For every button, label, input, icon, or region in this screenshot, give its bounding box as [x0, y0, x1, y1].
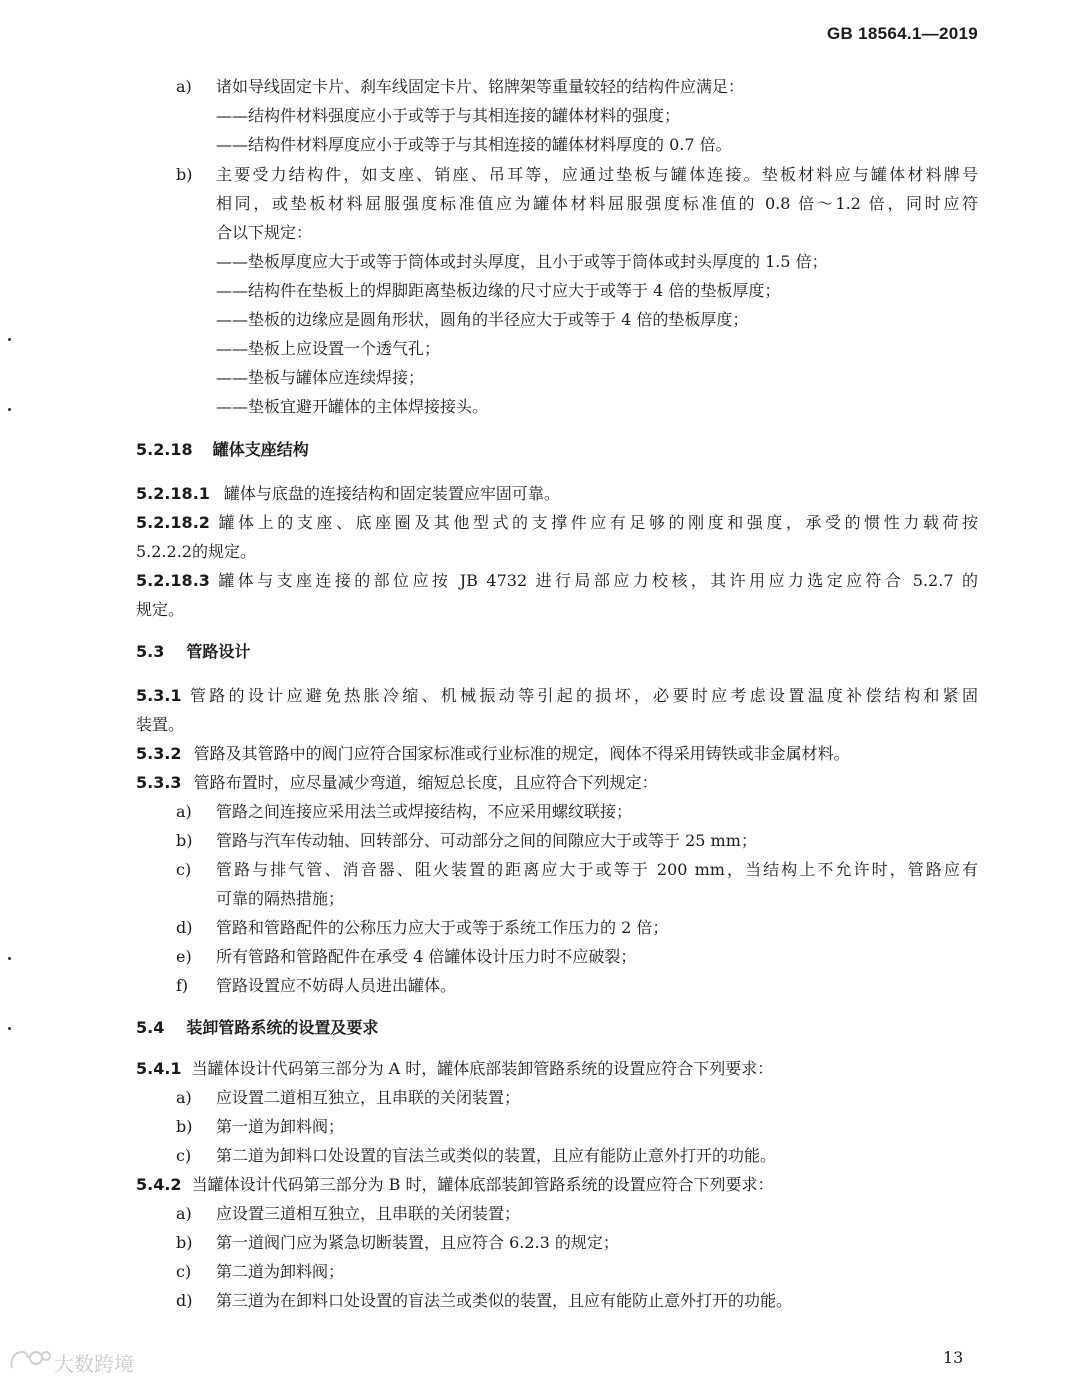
item-text: 第一道阀门应为紧急切断装置，且应符合 6.2.3 的规定； [216, 1233, 619, 1252]
section-number: 5.2.18 [136, 440, 193, 459]
item-text: 第二道为卸料口处设置的盲法兰或类似的装置，且应有能防止意外打开的功能。 [216, 1146, 777, 1165]
watermark [8, 1346, 158, 1374]
item-text: 相同，或垫板材料屈服强度标准值应为罐体材料屈服强度标准值的 0.8 倍～1.2 倍，同时应符 [216, 194, 978, 213]
item-label: e) [176, 947, 192, 966]
item-text: 管路设置应不妨碍人员进出罐体。 [216, 976, 457, 995]
item-label: a) [176, 1088, 192, 1107]
clause-number: 5.2.18.1 [136, 484, 210, 503]
clause-text: 罐体与底盘的连接结构和固定装置应牢固可靠。 [223, 484, 560, 503]
item-label: d) [176, 918, 193, 937]
clause-number: 5.4.1 [136, 1059, 182, 1078]
clause-text: 管路的设计应避免热胀冷缩、机械振动等引起的损坏，必要时应考虑设置温度补偿结构和紧固 [189, 686, 978, 705]
item-label: a) [176, 802, 192, 821]
item-label: b) [176, 165, 193, 184]
item-label: a) [176, 77, 192, 96]
section-title: 装卸管路系统的设置及要求 [186, 1018, 379, 1037]
margin-dot [8, 338, 11, 341]
item-text: 管路之间连接应采用法兰或焊接结构，不应采用螺纹联接； [216, 802, 633, 821]
margin-dot [8, 408, 11, 411]
watermark-logo-icon [8, 1346, 52, 1374]
clause-number: 5.3.3 [136, 773, 182, 792]
clause [136, 513, 978, 533]
dash-item: ——垫板宜避开罐体的主体焊接接头。 [216, 397, 489, 416]
clause [136, 773, 658, 793]
item-label: d) [176, 1291, 193, 1310]
item-text: 应设置二道相互独立，且串联的关闭装置； [216, 1088, 521, 1107]
item-label: f) [176, 976, 189, 995]
clause [136, 744, 850, 764]
clause-number: 5.2.18.2 [136, 513, 210, 532]
section-number: 5.3 [136, 642, 165, 661]
dash-item: ——结构件在垫板上的焊脚距离垫板边缘的尺寸应大于或等于 4 倍的垫板厚度； [216, 281, 781, 300]
clause-text: 规定。 [136, 600, 185, 619]
clause-text: 管路布置时，应尽量减少弯道，缩短总长度，且应符合下列规定： [193, 773, 658, 792]
clause [136, 1059, 773, 1079]
margin-dot [8, 957, 11, 960]
dash-item: ——结构件材料厚度应小于或等于与其相连接的罐体材料厚度的 0.7 倍。 [216, 135, 732, 154]
watermark-text: 大数跨境 [54, 1352, 134, 1376]
clause-text: 罐体与支座连接的部位应按 JB 4732 进行局部应力校核，其许用应力选定应符合 5.2.7 的 [218, 571, 978, 590]
dash-item: ——垫板与罐体应连续焊接； [216, 368, 425, 387]
item-label: c) [176, 1262, 192, 1281]
item-text: 管路与汽车传动轴、回转部分、可动部分之间的间隙应大于或等于 25 mm； [216, 831, 757, 850]
standard-code: GB 18564.1—2019 [827, 24, 978, 43]
item-text: 所有管路和管路配件在承受 4 倍罐体设计压力时不应破裂； [216, 947, 637, 966]
margin-dot [8, 1027, 11, 1030]
dash-item: ——垫板厚度应大于或等于筒体或封头厚度，且小于或等于筒体或封头厚度的 1.5 倍； [216, 252, 828, 271]
item-text: 第一道为卸料阀； [216, 1117, 345, 1136]
item-label: b) [176, 1117, 193, 1136]
clause-number: 5.2.18.3 [136, 571, 210, 590]
item-text: 诸如导线固定卡片、刹车线固定卡片、铭牌架等重量较轻的结构件应满足： [216, 77, 745, 96]
clause-number: 5.3.2 [136, 744, 182, 763]
item-label: b) [176, 1233, 193, 1252]
item-text: 管路和管路配件的公称压力应大于或等于系统工作压力的 2 倍； [216, 918, 669, 937]
dash-item: ——垫板上应设置一个透气孔； [216, 339, 441, 358]
item-text: 第三道为在卸料口处设置的盲法兰或类似的装置，且应有能防止意外打开的功能。 [216, 1291, 793, 1310]
section-heading [136, 440, 309, 460]
item-text: 应设置三道相互独立，且串联的关闭装置； [216, 1204, 521, 1223]
dash-item: ——结构件材料强度应小于或等于与其相连接的罐体材料的强度； [216, 106, 681, 125]
clause-text: 当罐体设计代码第三部分为 B 时，罐体底部装卸管路系统的设置应符合下列要求： [191, 1175, 774, 1194]
item-text: 合以下规定： [216, 223, 313, 242]
item-label: b) [176, 831, 193, 850]
clause [136, 571, 978, 591]
section-number: 5.4 [136, 1018, 165, 1037]
clause-number: 5.3.1 [136, 686, 182, 705]
section-heading [136, 642, 250, 662]
clause-text: 当罐体设计代码第三部分为 A 时，罐体底部装卸管路系统的设置应符合下列要求： [191, 1059, 774, 1078]
item-text: 管路与排气管、消音器、阻火装置的距离应大于或等于 200 mm，当结构上不允许时，管路应有 [216, 860, 978, 879]
item-text: 主要受力结构件，如支座、销座、吊耳等，应通过垫板与罐体连接。垫板材料应与罐体材料牌号 [216, 165, 978, 184]
clause-number: 5.4.2 [136, 1175, 182, 1194]
item-text: 可靠的隔热措施； [216, 889, 345, 908]
clause-text: 装置。 [136, 715, 185, 734]
page-number: 13 [943, 1348, 964, 1367]
section-title: 罐体支座结构 [212, 440, 309, 459]
section-heading [136, 1018, 378, 1038]
item-label: c) [176, 860, 192, 879]
item-text: 第二道为卸料阀； [216, 1262, 345, 1281]
dash-item: ——垫板的边缘应是圆角形状，圆角的半径应大于或等于 4 倍的垫板厚度； [216, 310, 749, 329]
item-label: c) [176, 1146, 192, 1165]
item-label: a) [176, 1204, 192, 1223]
clause [136, 484, 560, 504]
clause [136, 1175, 774, 1195]
clause-text: 5.2.2.2的规定。 [136, 542, 256, 561]
clause-text: 管路及其管路中的阀门应符合国家标准或行业标准的规定，阀体不得采用铸铁或非金属材料。 [193, 744, 850, 763]
clause [136, 686, 978, 706]
clause-text: 罐体上的支座、底座圈及其他型式的支撑件应有足够的刚度和强度，承受的惯性力载荷按 [218, 513, 978, 532]
section-title: 管路设计 [186, 642, 251, 661]
